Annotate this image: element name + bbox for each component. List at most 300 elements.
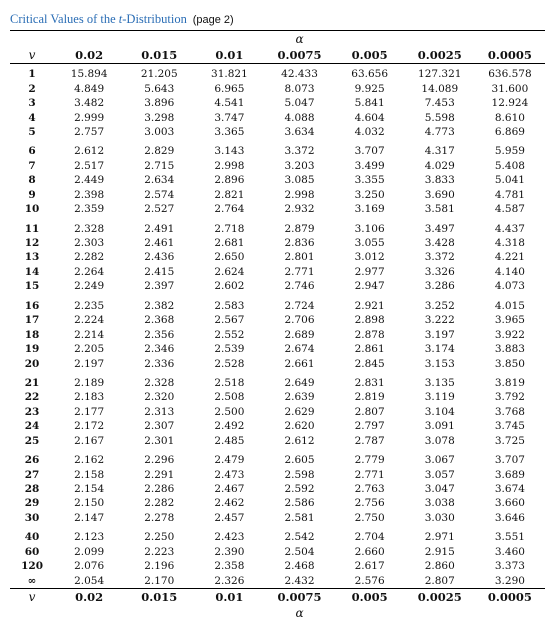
column-footer: 0.01 bbox=[194, 588, 264, 606]
value-cell: 5.643 bbox=[144, 82, 175, 95]
column-footer: 0.02 bbox=[54, 588, 124, 606]
column-header: 0.02 bbox=[54, 46, 124, 64]
value-cell: 2.552 bbox=[214, 328, 245, 341]
value-cell: 2.296 bbox=[144, 454, 175, 467]
value-cell: 2.457 bbox=[214, 511, 245, 524]
df-cell: 29 bbox=[24, 497, 40, 510]
df-cell: 15 bbox=[24, 280, 40, 293]
value-cell: 3.119 bbox=[424, 391, 455, 404]
value-cell: 3.965 bbox=[494, 314, 525, 327]
value-cell: 3.250 bbox=[354, 188, 385, 201]
value-cell: 4.088 bbox=[284, 111, 315, 124]
value-cell: 15.894 bbox=[70, 68, 108, 81]
value-cell: 2.660 bbox=[354, 545, 385, 558]
value-cell: 2.183 bbox=[74, 391, 105, 404]
value-cell: 3.047 bbox=[424, 483, 455, 496]
value-cell: 3.497 bbox=[424, 222, 455, 235]
value-cell: 2.634 bbox=[144, 174, 175, 187]
value-cell: 2.479 bbox=[214, 454, 245, 467]
value-cell: 2.898 bbox=[354, 314, 385, 327]
value-cell: 2.829 bbox=[144, 145, 175, 158]
value-cell: 2.620 bbox=[284, 420, 315, 433]
value-cell: 2.750 bbox=[354, 511, 385, 524]
value-cell: 2.999 bbox=[74, 111, 105, 124]
value-cell: 3.660 bbox=[494, 497, 525, 510]
value-cell: 3.174 bbox=[424, 343, 455, 356]
value-cell: 2.518 bbox=[214, 376, 245, 389]
value-cell: 2.921 bbox=[354, 299, 385, 312]
value-cell: 2.313 bbox=[144, 405, 175, 418]
alpha-header-row bbox=[10, 31, 545, 47]
column-footer: 0.005 bbox=[335, 588, 405, 606]
value-cell: 3.085 bbox=[284, 174, 315, 187]
value-cell: 2.797 bbox=[354, 420, 385, 433]
column-header-row bbox=[10, 46, 545, 64]
value-cell: 2.542 bbox=[284, 531, 315, 544]
value-cell: 2.971 bbox=[424, 531, 455, 544]
value-cell: 2.189 bbox=[74, 376, 105, 389]
value-cell: 4.032 bbox=[354, 125, 385, 138]
table-row bbox=[10, 294, 545, 313]
df-cell: 4 bbox=[28, 111, 36, 124]
table-row bbox=[10, 482, 545, 496]
value-cell: 4.781 bbox=[494, 188, 525, 201]
value-cell: 2.845 bbox=[354, 357, 385, 370]
value-cell: 2.724 bbox=[284, 299, 315, 312]
df-cell: 60 bbox=[24, 545, 40, 558]
t-distribution-table bbox=[10, 30, 545, 620]
value-cell: 2.915 bbox=[424, 545, 455, 558]
value-cell: 2.491 bbox=[144, 222, 175, 235]
df-cell: 30 bbox=[24, 511, 40, 524]
value-cell: 2.612 bbox=[74, 145, 105, 158]
value-cell: 2.158 bbox=[74, 468, 105, 481]
value-cell: 2.172 bbox=[74, 420, 105, 433]
df-cell: ∞ bbox=[27, 574, 37, 587]
value-cell: 3.067 bbox=[424, 454, 455, 467]
value-cell: 2.801 bbox=[284, 251, 315, 264]
value-cell: 3.057 bbox=[424, 468, 455, 481]
value-cell: 2.715 bbox=[144, 159, 175, 172]
value-cell: 2.779 bbox=[354, 454, 385, 467]
value-cell: 3.153 bbox=[424, 357, 455, 370]
value-cell: 2.054 bbox=[74, 574, 105, 587]
value-cell: 2.150 bbox=[74, 497, 105, 510]
value-cell: 3.169 bbox=[354, 203, 385, 216]
value-cell: 2.878 bbox=[354, 328, 385, 341]
value-cell: 2.473 bbox=[214, 468, 245, 481]
value-cell: 2.214 bbox=[74, 328, 105, 341]
value-cell: 2.681 bbox=[214, 237, 245, 250]
value-cell: 3.298 bbox=[144, 111, 175, 124]
value-cell: 3.104 bbox=[424, 405, 455, 418]
table-row bbox=[10, 110, 545, 124]
value-cell: 127.321 bbox=[418, 68, 462, 81]
value-cell: 2.307 bbox=[144, 420, 175, 433]
value-cell: 4.437 bbox=[494, 222, 525, 235]
df-cell: 13 bbox=[24, 251, 40, 264]
df-cell: 6 bbox=[28, 145, 36, 158]
value-cell: 2.423 bbox=[214, 531, 245, 544]
table-row bbox=[10, 125, 545, 139]
df-cell: 14 bbox=[24, 265, 40, 278]
value-cell: 2.706 bbox=[284, 314, 315, 327]
value-cell: 2.436 bbox=[144, 251, 175, 264]
value-cell: 5.959 bbox=[494, 145, 525, 158]
value-cell: 3.355 bbox=[354, 174, 385, 187]
value-cell: 3.460 bbox=[494, 545, 525, 558]
df-cell: 16 bbox=[24, 299, 40, 312]
value-cell: 2.819 bbox=[354, 391, 385, 404]
value-cell: 2.147 bbox=[74, 511, 105, 524]
value-cell: 3.222 bbox=[424, 314, 455, 327]
value-cell: 3.725 bbox=[494, 434, 525, 447]
value-cell: 3.252 bbox=[424, 299, 455, 312]
column-header: 0.01 bbox=[194, 46, 264, 64]
table-row bbox=[10, 496, 545, 510]
value-cell: 2.598 bbox=[284, 468, 315, 481]
value-cell: 2.449 bbox=[74, 174, 105, 187]
value-cell: 2.602 bbox=[214, 280, 245, 293]
page-title bbox=[10, 10, 545, 28]
value-cell: 2.282 bbox=[144, 497, 175, 510]
value-cell: 3.646 bbox=[494, 511, 525, 524]
value-cell: 2.807 bbox=[424, 574, 455, 587]
value-cell: 5.841 bbox=[354, 97, 385, 110]
table-row bbox=[10, 434, 545, 448]
value-cell: 2.998 bbox=[214, 159, 245, 172]
value-cell: 3.091 bbox=[424, 420, 455, 433]
column-footer: 0.0005 bbox=[475, 588, 545, 606]
table-row bbox=[10, 139, 545, 158]
table-row bbox=[10, 559, 545, 573]
value-cell: 4.221 bbox=[494, 251, 525, 264]
value-cell: 4.587 bbox=[494, 203, 525, 216]
value-cell: 2.689 bbox=[284, 328, 315, 341]
value-cell: 3.428 bbox=[424, 237, 455, 250]
column-footer-row bbox=[10, 588, 545, 606]
value-cell: 2.282 bbox=[74, 251, 105, 264]
value-cell: 2.504 bbox=[284, 545, 315, 558]
column-footer: 0.0075 bbox=[264, 588, 334, 606]
value-cell: 3.551 bbox=[494, 531, 525, 544]
value-cell: 4.773 bbox=[424, 125, 455, 138]
value-cell: 4.140 bbox=[494, 265, 525, 278]
value-cell: 2.674 bbox=[284, 343, 315, 356]
value-cell: 2.468 bbox=[284, 560, 315, 573]
value-cell: 7.453 bbox=[424, 97, 455, 110]
df-cell: 18 bbox=[24, 328, 40, 341]
df-cell: 25 bbox=[24, 434, 40, 447]
value-cell: 3.286 bbox=[424, 280, 455, 293]
value-cell: 2.197 bbox=[74, 357, 105, 370]
value-cell: 2.527 bbox=[144, 203, 175, 216]
value-cell: 2.397 bbox=[144, 280, 175, 293]
value-cell: 2.704 bbox=[354, 531, 385, 544]
df-cell: 8 bbox=[28, 174, 36, 187]
value-cell: 2.356 bbox=[144, 328, 175, 341]
df-cell: 22 bbox=[24, 391, 40, 404]
value-cell: 2.291 bbox=[144, 468, 175, 481]
value-cell: 2.205 bbox=[74, 343, 105, 356]
value-cell: 3.197 bbox=[424, 328, 455, 341]
value-cell: 2.836 bbox=[284, 237, 315, 250]
value-cell: 3.499 bbox=[354, 159, 385, 172]
value-cell: 2.250 bbox=[144, 531, 175, 544]
table-row bbox=[10, 81, 545, 95]
alpha-footer-row bbox=[10, 606, 545, 620]
value-cell: 2.567 bbox=[214, 314, 245, 327]
value-cell: 3.372 bbox=[424, 251, 455, 264]
value-cell: 4.604 bbox=[354, 111, 385, 124]
value-cell: 3.326 bbox=[424, 265, 455, 278]
value-cell: 3.038 bbox=[424, 497, 455, 510]
value-cell: 5.408 bbox=[494, 159, 525, 172]
df-footer: v bbox=[10, 588, 54, 606]
value-cell: 2.787 bbox=[354, 434, 385, 447]
table-row bbox=[10, 467, 545, 481]
value-cell: 2.718 bbox=[214, 222, 245, 235]
table-row bbox=[10, 573, 545, 588]
df-cell: 23 bbox=[24, 405, 40, 418]
df-cell: 19 bbox=[24, 343, 40, 356]
table-row bbox=[10, 545, 545, 559]
value-cell: 2.639 bbox=[284, 391, 315, 404]
value-cell: 8.073 bbox=[284, 82, 315, 95]
column-footer: 0.0025 bbox=[405, 588, 475, 606]
value-cell: 2.763 bbox=[354, 483, 385, 496]
value-cell: 12.924 bbox=[491, 97, 529, 110]
value-cell: 2.539 bbox=[214, 343, 245, 356]
value-cell: 2.947 bbox=[354, 280, 385, 293]
value-cell: 2.320 bbox=[144, 391, 175, 404]
title-suffix: -Distribution bbox=[122, 12, 187, 26]
value-cell: 3.106 bbox=[354, 222, 385, 235]
value-cell: 2.831 bbox=[354, 376, 385, 389]
value-cell: 2.196 bbox=[144, 560, 175, 573]
table-body bbox=[10, 64, 545, 589]
table-row bbox=[10, 250, 545, 264]
df-cell: 3 bbox=[28, 97, 36, 110]
value-cell: 2.346 bbox=[144, 343, 175, 356]
table-row bbox=[10, 265, 545, 279]
value-cell: 3.690 bbox=[424, 188, 455, 201]
value-cell: 2.508 bbox=[214, 391, 245, 404]
value-cell: 2.500 bbox=[214, 405, 245, 418]
table-row bbox=[10, 96, 545, 110]
df-cell: 40 bbox=[24, 531, 40, 544]
value-cell: 3.674 bbox=[494, 483, 525, 496]
value-cell: 4.541 bbox=[214, 97, 245, 110]
table-row bbox=[10, 327, 545, 341]
value-cell: 2.358 bbox=[214, 560, 245, 573]
value-cell: 2.879 bbox=[284, 222, 315, 235]
value-cell: 2.368 bbox=[144, 314, 175, 327]
value-cell: 2.764 bbox=[214, 203, 245, 216]
value-cell: 2.807 bbox=[354, 405, 385, 418]
value-cell: 5.041 bbox=[494, 174, 525, 187]
value-cell: 3.833 bbox=[424, 174, 455, 187]
column-header: 0.005 bbox=[335, 46, 405, 64]
table-row bbox=[10, 159, 545, 173]
value-cell: 2.998 bbox=[284, 188, 315, 201]
table-row bbox=[10, 511, 545, 525]
value-cell: 2.661 bbox=[284, 357, 315, 370]
value-cell: 3.707 bbox=[494, 454, 525, 467]
value-cell: 3.850 bbox=[494, 357, 525, 370]
value-cell: 3.030 bbox=[424, 511, 455, 524]
df-cell: 27 bbox=[24, 468, 40, 481]
value-cell: 2.650 bbox=[214, 251, 245, 264]
table-row bbox=[10, 64, 545, 82]
value-cell: 2.286 bbox=[144, 483, 175, 496]
value-cell: 2.492 bbox=[214, 420, 245, 433]
value-cell: 2.581 bbox=[284, 511, 315, 524]
value-cell: 2.359 bbox=[74, 203, 105, 216]
value-cell: 2.461 bbox=[144, 237, 175, 250]
value-cell: 2.224 bbox=[74, 314, 105, 327]
value-cell: 2.223 bbox=[144, 545, 175, 558]
df-cell: 26 bbox=[24, 454, 40, 467]
value-cell: 3.883 bbox=[494, 343, 525, 356]
value-cell: 2.861 bbox=[354, 343, 385, 356]
value-cell: 14.089 bbox=[421, 82, 459, 95]
value-cell: 3.768 bbox=[494, 405, 525, 418]
value-cell: 3.792 bbox=[494, 391, 525, 404]
value-cell: 2.326 bbox=[214, 574, 245, 587]
value-cell: 31.821 bbox=[211, 68, 248, 81]
df-cell: 5 bbox=[28, 125, 36, 138]
value-cell: 2.235 bbox=[74, 299, 105, 312]
df-cell: 10 bbox=[24, 203, 40, 216]
value-cell: 3.634 bbox=[284, 125, 315, 138]
table-row bbox=[10, 390, 545, 404]
table-row bbox=[10, 216, 545, 235]
value-cell: 2.485 bbox=[214, 434, 245, 447]
table-row bbox=[10, 313, 545, 327]
df-cell: 20 bbox=[24, 357, 40, 370]
value-cell: 4.015 bbox=[494, 299, 525, 312]
table-row bbox=[10, 188, 545, 202]
table-row bbox=[10, 202, 545, 216]
df-cell: 21 bbox=[24, 376, 40, 389]
value-cell: 3.003 bbox=[144, 125, 175, 138]
value-cell: 2.336 bbox=[144, 357, 175, 370]
value-cell: 2.301 bbox=[144, 434, 175, 447]
value-cell: 2.398 bbox=[74, 188, 105, 201]
value-cell: 3.689 bbox=[494, 468, 525, 481]
value-cell: 3.372 bbox=[284, 145, 315, 158]
value-cell: 2.649 bbox=[284, 376, 315, 389]
column-header: 0.0005 bbox=[475, 46, 545, 64]
value-cell: 2.162 bbox=[74, 454, 105, 467]
df-cell: 12 bbox=[24, 237, 40, 250]
table-row bbox=[10, 356, 545, 370]
value-cell: 2.177 bbox=[74, 405, 105, 418]
df-cell: 9 bbox=[28, 188, 36, 201]
column-header: 0.0075 bbox=[264, 46, 334, 64]
df-cell: 120 bbox=[21, 560, 43, 573]
value-cell: 636.578 bbox=[488, 68, 532, 81]
value-cell: 31.600 bbox=[491, 82, 529, 95]
value-cell: 2.756 bbox=[354, 497, 385, 510]
value-cell: 2.605 bbox=[284, 454, 315, 467]
value-cell: 2.328 bbox=[144, 376, 175, 389]
value-cell: 2.382 bbox=[144, 299, 175, 312]
title-prefix: Critical Values of the bbox=[10, 12, 119, 26]
value-cell: 2.977 bbox=[354, 265, 385, 278]
value-cell: 4.029 bbox=[424, 159, 455, 172]
value-cell: 2.576 bbox=[354, 574, 385, 587]
value-cell: 2.586 bbox=[284, 497, 315, 510]
value-cell: 3.290 bbox=[494, 574, 525, 587]
df-cell: 2 bbox=[28, 82, 36, 95]
value-cell: 5.047 bbox=[284, 97, 315, 110]
value-cell: 2.167 bbox=[74, 434, 105, 447]
value-cell: 3.135 bbox=[424, 376, 455, 389]
table-row bbox=[10, 173, 545, 187]
value-cell: 2.467 bbox=[214, 483, 245, 496]
value-cell: 3.482 bbox=[74, 97, 105, 110]
value-cell: 2.462 bbox=[214, 497, 245, 510]
table-row bbox=[10, 405, 545, 419]
value-cell: 4.318 bbox=[494, 237, 525, 250]
df-cell: 1 bbox=[28, 68, 36, 81]
value-cell: 4.317 bbox=[424, 145, 455, 158]
value-cell: 2.076 bbox=[74, 560, 105, 573]
value-cell: 3.922 bbox=[494, 328, 525, 341]
value-cell: 2.624 bbox=[214, 265, 245, 278]
table-row bbox=[10, 419, 545, 433]
value-cell: 3.581 bbox=[424, 203, 455, 216]
value-cell: 3.373 bbox=[494, 560, 525, 573]
table-row bbox=[10, 236, 545, 250]
value-cell: 2.629 bbox=[284, 405, 315, 418]
df-cell: 11 bbox=[24, 222, 40, 235]
value-cell: 2.757 bbox=[74, 125, 105, 138]
page-note: (page 2) bbox=[192, 14, 234, 26]
value-cell: 6.869 bbox=[494, 125, 525, 138]
value-cell: 42.433 bbox=[281, 68, 318, 81]
table-row bbox=[10, 525, 545, 544]
value-cell: 3.745 bbox=[494, 420, 525, 433]
alpha-footer-label: α bbox=[295, 605, 304, 620]
value-cell: 4.073 bbox=[494, 280, 525, 293]
title-variable: t bbox=[118, 12, 123, 26]
value-cell: 2.517 bbox=[74, 159, 105, 172]
value-cell: 3.078 bbox=[424, 434, 455, 447]
value-cell: 2.896 bbox=[214, 174, 245, 187]
value-cell: 2.099 bbox=[74, 545, 105, 558]
value-cell: 3.819 bbox=[494, 376, 525, 389]
value-cell: 2.328 bbox=[74, 222, 105, 235]
value-cell: 6.965 bbox=[214, 82, 245, 95]
value-cell: 2.821 bbox=[214, 188, 245, 201]
df-cell: 7 bbox=[28, 159, 36, 172]
value-cell: 2.932 bbox=[284, 203, 315, 216]
value-cell: 2.123 bbox=[74, 531, 105, 544]
value-cell: 2.612 bbox=[284, 434, 315, 447]
value-cell: 2.390 bbox=[214, 545, 245, 558]
alpha-label: α bbox=[264, 31, 334, 47]
value-cell: 3.747 bbox=[214, 111, 245, 124]
column-header: 0.015 bbox=[124, 46, 194, 64]
value-cell: 2.528 bbox=[214, 357, 245, 370]
column-footer: 0.015 bbox=[124, 588, 194, 606]
df-header: v bbox=[10, 46, 54, 64]
value-cell: 2.592 bbox=[284, 483, 315, 496]
value-cell: 3.365 bbox=[214, 125, 245, 138]
